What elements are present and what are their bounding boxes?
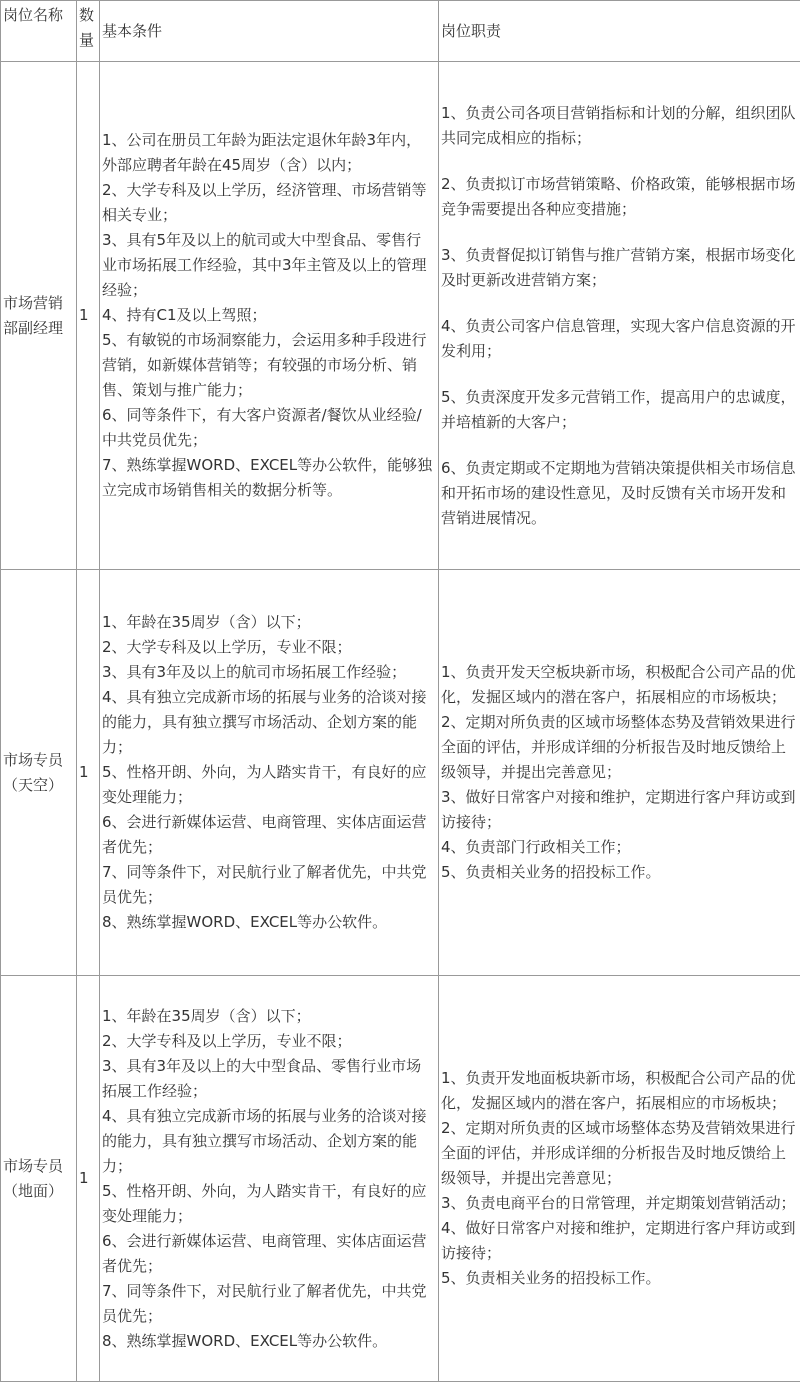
header-requirements: 基本条件	[100, 1, 439, 62]
requirement-item: 7、同等条件下，对民航行业了解者优先，中共党员优先；	[102, 1279, 436, 1329]
table-row	[1, 570, 800, 976]
duty-item: 4、负责部门行政相关工作；	[441, 835, 798, 860]
requirement-item: 3、具有3年及以上的大中型食品、零售行业市场拓展工作经验；	[102, 1054, 436, 1104]
requirements-cell	[100, 976, 439, 1382]
header-row	[1, 1, 800, 62]
duty-item: 1、负责公司各项目营销指标和计划的分解，组织团队共同完成相应的指标；	[441, 101, 798, 151]
requirement-item: 5、性格开朗、外向，为人踏实肯干，有良好的应变处理能力；	[102, 1179, 436, 1229]
duty-item: 1、负责开发天空板块新市场，积极配合公司产品的优化，发掘区域内的潜在客户，拓展相应的市场板块；	[441, 660, 798, 710]
requirement-item: 2、大学专科及以上学历，专业不限；	[102, 635, 436, 660]
duties-cell	[439, 570, 800, 976]
duty-item: 2、定期对所负责的区域市场整体态势及营销效果进行全面的评估，并形成详细的分析报告及时地反馈给上级领导，并提出完善意见；	[441, 710, 798, 785]
requirement-item: 7、同等条件下，对民航行业了解者优先，中共党员优先；	[102, 860, 436, 910]
duties-cell	[439, 62, 800, 570]
duty-item: 5、负责相关业务的招投标工作。	[441, 1266, 798, 1291]
duty-item: 4、负责公司客户信息管理，实现大客户信息资源的开发利用；	[441, 314, 798, 364]
duty-item: 5、负责深度开发多元营销工作，提高用户的忠诚度，并培植新的大客户；	[441, 385, 798, 435]
requirement-item: 6、会进行新媒体运营、电商管理、实体店面运营者优先；	[102, 1229, 436, 1279]
table-row	[1, 62, 800, 570]
requirement-item: 4、具有独立完成新市场的拓展与业务的洽谈对接的能力，具有独立撰写市场活动、企划方案的能力；	[102, 685, 436, 760]
requirement-item: 2、大学专科及以上学历，专业不限；	[102, 1029, 436, 1054]
duty-item: 1、负责开发地面板块新市场，积极配合公司产品的优化，发掘区域内的潜在客户，拓展相应的市场板块；	[441, 1066, 798, 1116]
requirement-item: 3、具有5年及以上的航司或大中型食品、零售行业市场拓展工作经验，其中3年主管及以上的管理经验；	[102, 228, 436, 303]
duty-item: 4、做好日常客户对接和维护，定期进行客户拜访或到访接待；	[441, 1216, 798, 1266]
duty-item: 5、负责相关业务的招投标工作。	[441, 860, 798, 885]
duty-item: 3、负责督促拟订销售与推广营销方案，根据市场变化及时更新改进营销方案；	[441, 243, 798, 293]
count-cell: 1	[77, 570, 100, 976]
position-cell: 市场营销部副经理	[1, 62, 77, 570]
requirement-item: 3、具有3年及以上的航司市场拓展工作经验；	[102, 660, 436, 685]
header-count: 数量	[77, 1, 100, 62]
requirement-item: 6、会进行新媒体运营、电商管理、实体店面运营者优先；	[102, 810, 436, 860]
duty-item: 2、定期对所负责的区域市场整体态势及营销效果进行全面的评估，并形成详细的分析报告及时地反馈给上级领导，并提出完善意见；	[441, 1116, 798, 1191]
position-cell: 市场专员（地面）	[1, 976, 77, 1382]
requirement-item: 1、年龄在35周岁（含）以下；	[102, 610, 436, 635]
requirements-cell	[100, 62, 439, 570]
duty-item: 3、做好日常客户对接和维护，定期进行客户拜访或到访接待；	[441, 785, 798, 835]
duties-cell	[439, 976, 800, 1382]
header-position: 岗位名称	[1, 1, 77, 62]
requirement-item: 8、熟练掌握WORD、EXCEL等办公软件。	[102, 910, 436, 935]
count-cell: 1	[77, 62, 100, 570]
table-row	[1, 976, 800, 1382]
requirement-item: 8、熟练掌握WORD、EXCEL等办公软件。	[102, 1329, 436, 1354]
requirement-item: 5、有敏锐的市场洞察能力，会运用多种手段进行营销，如新媒体营销等；有较强的市场分析、销售、策划与推广能力；	[102, 328, 436, 403]
requirement-item: 6、同等条件下，有大客户资源者/餐饮从业经验/中共党员优先；	[102, 403, 436, 453]
duty-item: 6、负责定期或不定期地为营销决策提供相关市场信息和开拓市场的建设性意见，及时反馈有关市场开发和营销进展情况。	[441, 456, 798, 531]
header-duties: 岗位职责	[439, 1, 800, 62]
duty-item: 3、负责电商平台的日常管理，并定期策划营销活动；	[441, 1191, 798, 1216]
requirement-item: 4、具有独立完成新市场的拓展与业务的洽谈对接的能力，具有独立撰写市场活动、企划方案的能力；	[102, 1104, 436, 1179]
count-cell: 1	[77, 976, 100, 1382]
requirement-item: 4、持有C1及以上驾照；	[102, 303, 436, 328]
requirements-cell	[100, 570, 439, 976]
position-cell: 市场专员（天空）	[1, 570, 77, 976]
requirement-item: 1、公司在册员工年龄为距法定退休年龄3年内，外部应聘者年龄在45周岁（含）以内；	[102, 128, 436, 178]
requirement-item: 5、性格开朗、外向，为人踏实肯干，有良好的应变处理能力；	[102, 760, 436, 810]
requirement-item: 1、年龄在35周岁（含）以下；	[102, 1004, 436, 1029]
duty-item: 2、负责拟订市场营销策略、价格政策，能够根据市场竞争需要提出各种应变措施；	[441, 172, 798, 222]
requirement-item: 2、大学专科及以上学历，经济管理、市场营销等相关专业；	[102, 178, 436, 228]
requirement-item: 7、熟练掌握WORD、EXCEL等办公软件，能够独立完成市场销售相关的数据分析等。	[102, 453, 436, 503]
